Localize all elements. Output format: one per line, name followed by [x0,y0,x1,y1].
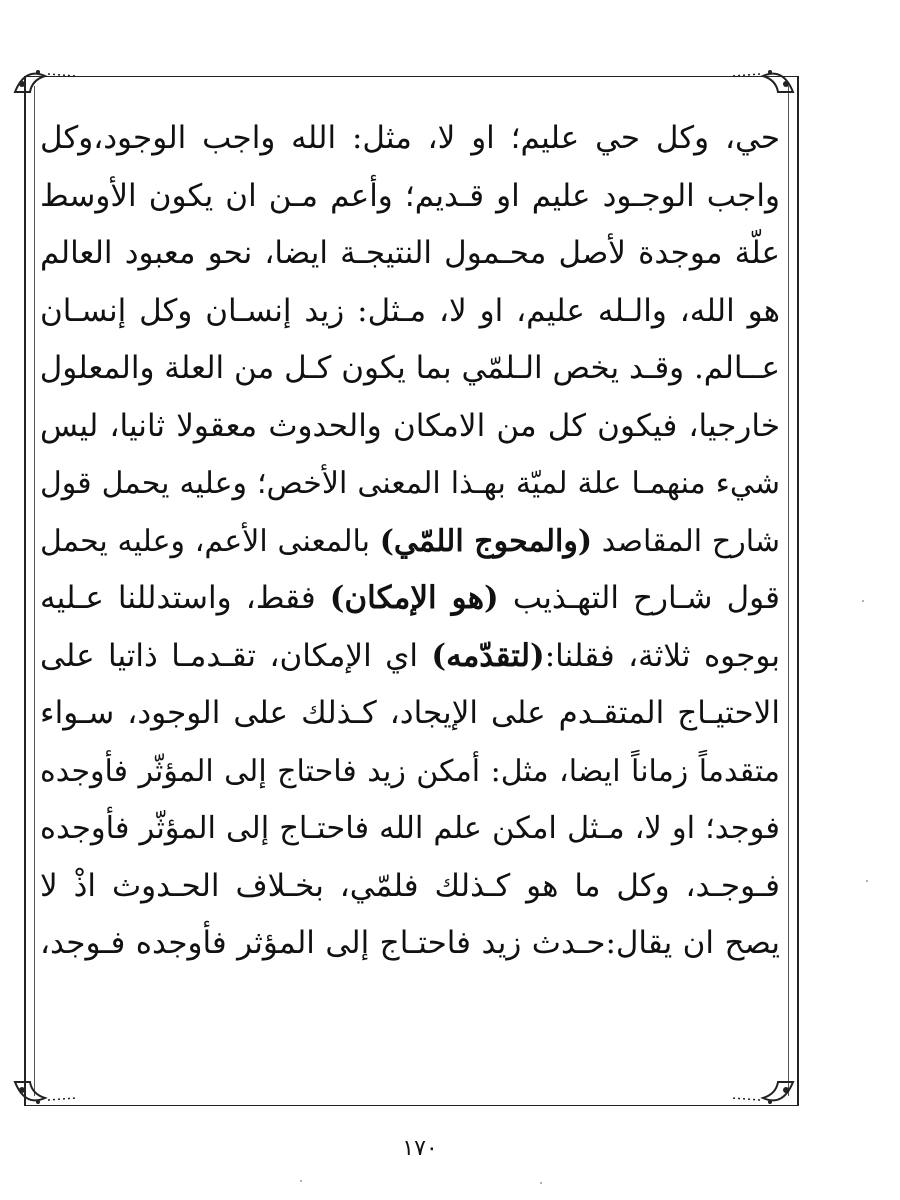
text-line: قول شـارح التهـذيب (هو الإمكان) فقط، واستدللنا عـليه [40,580,780,616]
text-line: هو الله، والـله عليم، او لا، مـثل: زيد إنسـان وكل إنسـان [40,292,780,329]
scan-speck [866,880,868,882]
body-text [40,110,780,973]
page-number: ١٧٠ [402,1136,438,1161]
text-line: علّة موجدة لأصل محـمول النتيجـة ايضا، نحو معبود العالم [40,235,780,271]
ornament-corner-top-right-icon [728,62,798,102]
quoted-term: (لتقدّمه) [431,637,545,674]
text-line: حي، وكل حي عليم؛ او لا، مثل: الله واجب الوجود،وكل [40,120,780,156]
text-line: شيء منهمـا علة لميّة بهـذا المعنى الأخص؛ وعليه يحمل قول [40,466,780,501]
quoted-term: (هو الإمكان) [329,580,499,616]
text-line: عــالم. وقـد يخص الـلمّي بما يكون كـل من العلة والمعلول [40,350,780,386]
text-line: فـوجـد، وكل ما هو كـذلك فلمّي، بخـلاف الحـدوث اذْ لا [40,867,780,904]
text-line: بوجوه ثلاثة، فقلنا:(لتقدّمه) اي الإمكان، تقـدمـا ذاتيا على [40,637,780,674]
quoted-term: (والمحوج اللمّي) [379,523,593,559]
text-line: الاحتيـاج المتقـدم على الإيجاد، كـذلك على الوجود، سـواء [40,695,780,731]
text-line: يصح ان يقال:حـدث زيد فاحتـاج إلى المؤثر فأوجده فـوجد، [40,925,780,961]
scan-speck [862,600,864,602]
text-line: خارجيا، فيكون كل من الامكان والحدوث معقولا ثانيا، ليس [40,407,780,444]
ornament-corner-bottom-left-icon [10,1072,80,1112]
ornament-corner-top-left-icon [10,62,80,102]
text-line: واجب الوجـود عليم او قـديم؛ وأعم مـن ان يكون الأوسط [40,177,780,214]
scan-speck [540,1182,542,1184]
text-line: فوجد؛ او لا، مـثل امكن علم الله فاحتـاج إلى المؤثّر فأوجده [40,811,780,846]
text-line: متقدماً زماناً ايضا، مثل: أمكن زيد فاحتاج إلى المؤثّر فأوجده [40,753,780,789]
scan-speck [300,1180,302,1182]
text-line: شارح المقاصد (والمحوج اللمّي) بالمعنى الأعم، وعليه يحمل [40,523,780,559]
ornament-corner-bottom-right-icon [728,1072,798,1112]
